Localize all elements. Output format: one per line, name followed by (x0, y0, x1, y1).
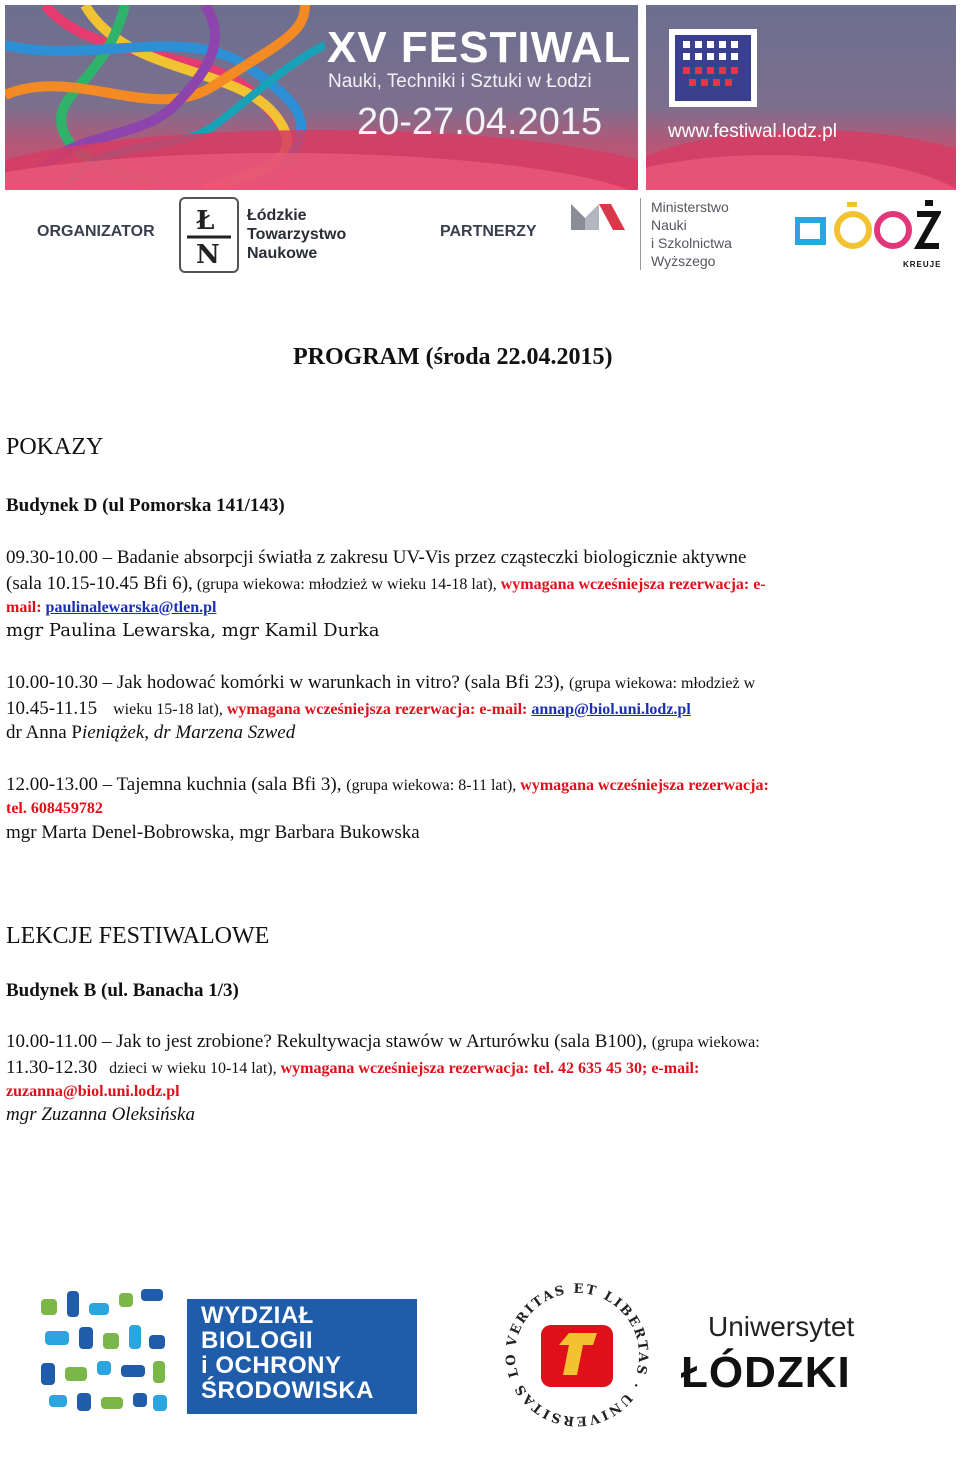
lesson-group-a: (grupa wiekowa: (651, 1034, 760, 1051)
program-title: PROGRAM (środa 22.04.2015) (293, 344, 613, 370)
lesson-people: mgr Zuzanna Oleksińska (6, 1104, 195, 1125)
event-1-group: (grupa wiekowa: młodzież w wieku 14-18 lat), (192, 576, 497, 593)
event-1-time-2: (sala 10.15-10.45 Bfi 6), (6, 573, 193, 594)
lekcje-heading: LEKCJE FESTIWALOWE (6, 923, 270, 949)
wbios-dots-icon (41, 1289, 171, 1419)
ministry-emblem-icon (571, 200, 627, 232)
lesson-group-b: dzieci w wieku 10-14 lat), (97, 1060, 281, 1077)
event-3-people: mgr Marta Denel-Bobrowska, mgr Barbara Bukowska (6, 822, 420, 843)
ministry-name-line: Nauki (651, 217, 687, 233)
event-1-reservation: wymagana wcześniejsza rezerwacja: e- (496, 576, 766, 593)
event-2-email-link[interactable]: annap@biol.uni.lodz.pl (531, 701, 691, 718)
university-name-main: ŁÓDZKI (681, 1348, 851, 1397)
university-name-top: Uniwersytet (708, 1311, 855, 1342)
event-2-people-a: dr Anna P (6, 722, 82, 743)
banner-left-panel (5, 5, 638, 190)
event-1-line-3 (6, 599, 216, 617)
banner-right-panel (646, 5, 956, 190)
ltn-name-line: Towarzystwo (247, 226, 347, 243)
ltn-logo-icon (179, 197, 239, 273)
lesson-title: 10.00-11.00 – Jak to jest zrobione? Rekultywacja stawów w Arturówku (sala B100), (6, 1031, 652, 1052)
ministry-name (651, 198, 732, 270)
event-2-group-a: (grupa wiekowa: młodzież w (569, 675, 756, 692)
partners-label: PARTNERZY (440, 223, 537, 240)
event-1-line-1: 09.30-10.00 – Badanie absorpcji światła z zakresu UV-Vis przez cząsteczki biologicznie aktywne (6, 547, 747, 568)
footer-logos (5, 1245, 903, 1460)
event-3-line-1 (6, 774, 769, 796)
festival-logo-icon (669, 29, 757, 107)
lesson-time-2: 11.30-12.30 (6, 1057, 98, 1078)
lodz-kreuje-tag: KREUJE (903, 260, 942, 269)
event-3-phone: tel. 608459782 (6, 800, 103, 817)
festival-title: XV FESTIWAL (327, 23, 632, 72)
event-2-line-1 (6, 672, 755, 694)
lekcje-building: Budynek B (ul. Banacha 1/3) (6, 980, 239, 1001)
event-2-people-b: ieniążek, dr Marzena Szwed (82, 722, 296, 743)
event-1-email-link[interactable]: paulinalewarska@tlen.pl (45, 599, 217, 616)
event-2-title: – Jak hodować komórki w warunkach in vitro? (sala Bfi 23), (97, 672, 570, 693)
event-2-reservation: wymagana wcześniejsza rezerwacja: e-mail: (226, 701, 532, 718)
event-2-people (6, 722, 295, 744)
lodz-kreuje-logo-icon (795, 196, 941, 272)
ltn-name-line: Naukowe (247, 245, 318, 262)
pokazy-building: Budynek D (ul Pomorska 141/143) (6, 495, 285, 516)
event-2-group-b: wieku 15-18 lat), (97, 701, 227, 718)
event-2-line-2 (6, 698, 691, 720)
event-3-group: (grupa wiekowa: 8-11 lat), (346, 777, 521, 794)
svg-text:Ł: Ł (196, 206, 215, 236)
event-1-people: mgr Paulina Lewarska, mgr Kamil Durka (6, 620, 380, 641)
wbios-name-line: BIOLOGII (201, 1327, 313, 1354)
festival-dates: 20-27.04.2015 (357, 101, 603, 143)
festival-subtitle: Nauki, Techniki i Sztuki w Łodzi (328, 71, 592, 92)
ministry-divider (640, 198, 641, 270)
event-3-reservation: wymagana wcześniejsza rezerwacja: (520, 777, 769, 794)
wbios-name-line: i OCHRONY (201, 1352, 342, 1379)
event-3-title: 12.00-13.00 – Tajemna kuchnia (sala Bfi 3), (6, 774, 347, 795)
lesson-line-1 (6, 1031, 760, 1053)
wbios-name-line: ŚRODOWISKA (201, 1377, 374, 1404)
ministry-name-line: Ministerstwo (651, 199, 729, 215)
organizer-label: ORGANIZATOR (37, 223, 155, 240)
event-2-time-1: 10.00-10.30 (6, 672, 98, 693)
event-1-line-2 (6, 573, 766, 595)
lesson-email[interactable]: zuzanna@biol.uni.lodz.pl (6, 1083, 180, 1100)
svg-text:N: N (196, 240, 220, 270)
seal-text: VERITAS ET LIBERTAS · UNIVERSITAS LO (503, 1281, 651, 1429)
lesson-line-2 (6, 1057, 699, 1079)
ministry-name-line: Wyższego (651, 253, 716, 269)
lesson-reservation: wymagana wcześniejsza rezerwacja: tel. 42 635 45 30; e-mail: (280, 1060, 700, 1077)
festival-banner (5, 5, 956, 190)
festival-url[interactable]: www.festiwal.lodz.pl (668, 121, 837, 142)
university-seal-icon (497, 1275, 657, 1435)
ltn-name-line: Łódzkie (247, 207, 307, 224)
ltn-name (247, 206, 346, 263)
pokazy-heading: POKAZY (6, 434, 104, 460)
ministry-name-line: i Szkolnictwa (651, 235, 732, 251)
wbios-name-line: WYDZIAŁ (201, 1302, 314, 1329)
wbios-name (201, 1303, 374, 1403)
event-2-time-2: 10.45-11.15 (6, 698, 98, 719)
event-1-mail-label: mail: (6, 599, 46, 616)
